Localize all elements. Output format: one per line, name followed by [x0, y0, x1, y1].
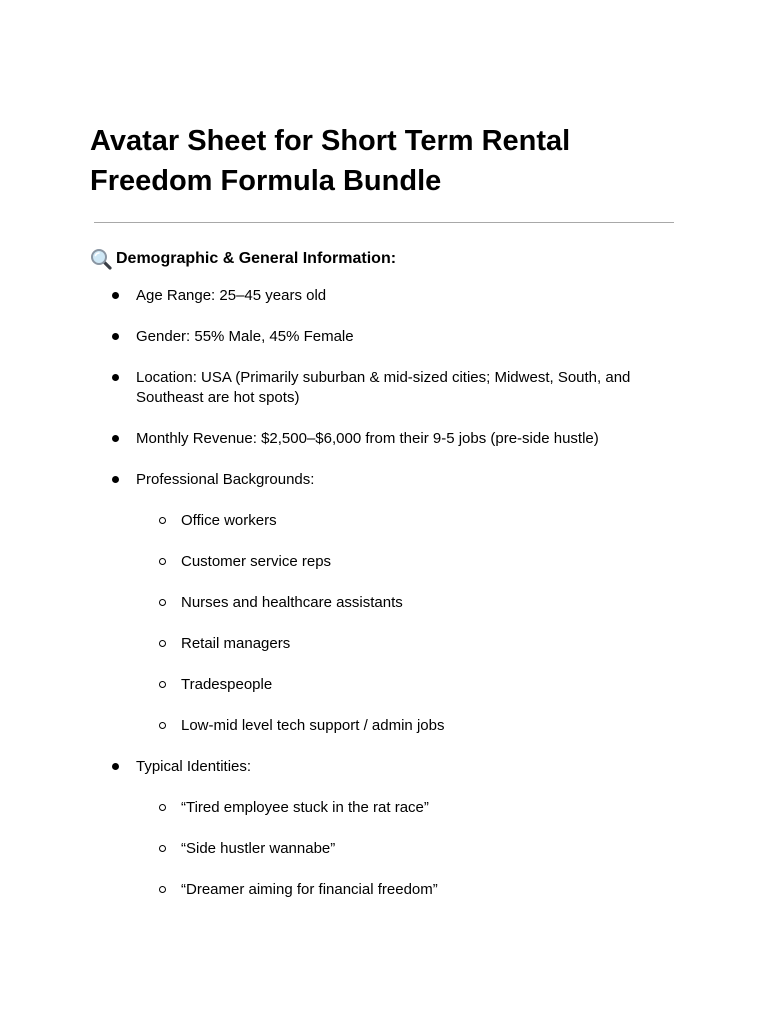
list-item-text: Age Range: 25–45 years old [136, 287, 327, 304]
sub-list-item-text: Retail managers [181, 635, 291, 652]
list-item-text: Typical Identities: [136, 758, 252, 775]
sub-list-item [181, 511, 681, 531]
list-item-text: Professional Backgrounds: [136, 471, 315, 488]
bullet-circle [159, 804, 166, 811]
sub-list-item-text: Low-mid level tech support / admin jobs [181, 717, 445, 734]
sub-list-item-text: Office workers [181, 512, 277, 529]
sub-list-item [181, 552, 681, 572]
list-item [136, 327, 676, 347]
list-item-text: Location: USA (Primarily suburban & mid-sized cities; Midwest, South, and Southeast are hot spots) [136, 369, 631, 406]
sub-list-item [181, 634, 681, 654]
sub-list-item-text: Tradespeople [181, 676, 273, 693]
sub-list-item [181, 593, 681, 613]
bullet-dot [112, 435, 119, 442]
sub-list-item-text: “Dreamer aiming for financial freedom” [181, 881, 438, 898]
sub-list-item [181, 880, 681, 900]
bullet-circle [159, 845, 166, 852]
list-item [136, 757, 676, 777]
bullet-dot [112, 763, 119, 770]
bullet-circle [159, 681, 166, 688]
bullet-circle [159, 558, 166, 565]
sub-list-item-text: “Side hustler wannabe” [181, 840, 336, 857]
sub-list-item-text: “Tired employee stuck in the rat race” [181, 799, 429, 816]
sub-list-item [181, 675, 681, 695]
bullet-circle [159, 517, 166, 524]
sub-list-item [181, 839, 681, 859]
bullet-circle [159, 722, 166, 729]
bullet-dot [112, 476, 119, 483]
list-item [136, 286, 676, 306]
document-title: Avatar Sheet for Short Term Rental Freedom Formula Bundle [90, 125, 571, 197]
bullet-circle [159, 886, 166, 893]
bullet-dot [112, 292, 119, 299]
horizontal-divider [94, 222, 674, 223]
list-item [136, 470, 676, 490]
magnifying-glass-icon [90, 248, 112, 270]
sub-list-item [181, 798, 681, 818]
section-heading [90, 247, 396, 271]
sub-list-item-text: Customer service reps [181, 553, 332, 570]
bullet-circle [159, 640, 166, 647]
list-item [136, 368, 646, 408]
bullet-dot [112, 333, 119, 340]
section-heading-text: Demographic & General Information: [116, 250, 397, 267]
list-item [136, 429, 676, 449]
bullet-dot [112, 374, 119, 381]
bullet-circle [159, 599, 166, 606]
sub-list-item-text: Nurses and healthcare assistants [181, 594, 403, 611]
list-item-text: Gender: 55% Male, 45% Female [136, 328, 354, 345]
sub-list-item [181, 716, 681, 736]
list-item-text: Monthly Revenue: $2,500–$6,000 from their 9-5 jobs (pre-side hustle) [136, 430, 599, 447]
